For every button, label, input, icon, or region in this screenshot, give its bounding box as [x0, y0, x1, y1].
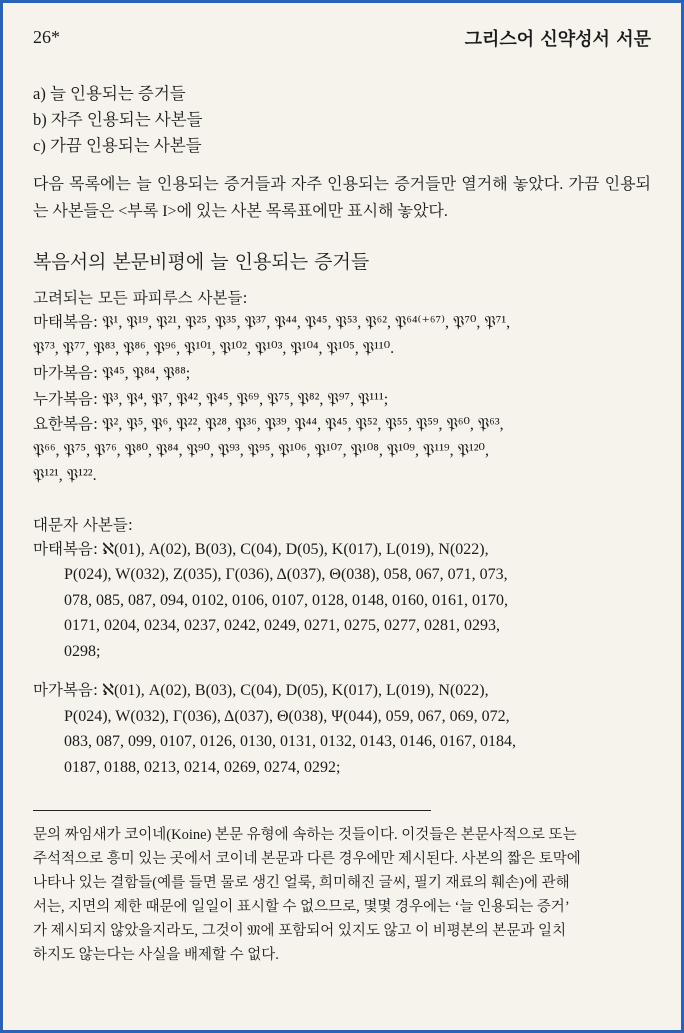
papyri-mark: [33, 361, 651, 387]
intro-list: [33, 81, 651, 159]
footnote-line: 가 제시되지 않았을지라도, 그것이 𝔐에 포함되어 있지도 않고 이 비평본의 본문과 일치: [33, 923, 567, 939]
intro-paragraph: 다음 목록에는 늘 인용되는 증거들과 자주 인용되는 증거들만 열거해 놓았다. 가끔 인용되는 사본들은 <부록 I>에 있는 사본 목록표에만 표시해 놓았다.: [33, 176, 651, 220]
list-item: a) 늘 인용되는 증거들: [33, 84, 186, 103]
footnote-line: 나타나 있는 결함들(예를 들면 물로 생긴 얼룩, 희미해진 글씨, 필기 재료의 훼손)에 관해: [33, 875, 570, 891]
book-label: 누가복음:: [33, 389, 99, 408]
uncials-mark: [33, 678, 651, 780]
page-header: [33, 25, 651, 55]
witness-line: P(024), W(032), Z(035), Γ(036), Δ(037), Θ(038), 058, 067, 071, 073,: [64, 566, 508, 583]
book-page: [33, 25, 651, 967]
footnote: [33, 823, 651, 967]
footnote-line: 서는, 지면의 제한 때문에 일일이 표시할 수 없으므로, 몇몇 경우에는 ‘늘 인용되는 증거’: [33, 899, 570, 915]
papyri-matthew: [33, 310, 651, 361]
witness-line: 𝔓⁶⁶, 𝔓⁷⁵, 𝔓⁷⁶, 𝔓⁸⁰, 𝔓⁸⁴, 𝔓⁹⁰, 𝔓⁹³, 𝔓⁹⁵, 𝔓¹⁰⁶, 𝔓¹⁰⁷, 𝔓¹⁰⁸, 𝔓¹⁰⁹, 𝔓¹¹⁹, 𝔓¹²⁰,: [33, 441, 489, 459]
witness-line: 𝔓², 𝔓⁵, 𝔓⁶, 𝔓²², 𝔓²⁸, 𝔓³⁶, 𝔓³⁹, 𝔓⁴⁴, 𝔓⁴⁵, 𝔓⁵², 𝔓⁵⁵, 𝔓⁵⁹, 𝔓⁶⁰, 𝔓⁶³,: [102, 416, 504, 433]
section-title: 복음서의 본문비평에 늘 인용되는 증거들: [33, 251, 370, 273]
witness-line: P(024), W(032), Γ(036), Δ(037), Θ(038), Ψ(044), 059, 067, 069, 072,: [64, 707, 510, 725]
witness-line: 078, 085, 087, 094, 0102, 0106, 0107, 0128, 0148, 0160, 0161, 0170,: [64, 591, 508, 609]
list-item: b) 자주 인용되는 사본들: [33, 110, 203, 129]
list-item: c) 가끔 인용되는 사본들: [33, 136, 202, 155]
witness-line: 𝔓⁴⁵, 𝔓⁸⁴, 𝔓⁸⁸;: [102, 365, 191, 382]
footnote-line: 하지도 않는다는 사실을 배제할 수 없다.: [33, 947, 279, 963]
footnote-rule: [33, 810, 431, 811]
papyri-john: [33, 412, 651, 489]
footnote-line: 주석적으로 흥미 있는 곳에서 코이네 본문과 다른 경우에만 제시된다. 사본의 짧은 토막에: [33, 851, 581, 867]
witness-line: ℵ(01), A(02), B(03), C(04), D(05), K(017), L(019), N(022),: [102, 540, 489, 558]
witness-line: 𝔓³, 𝔓⁴, 𝔓⁷, 𝔓⁴², 𝔓⁴⁵, 𝔓⁶⁹, 𝔓⁷⁵, 𝔓⁸², 𝔓⁹⁷, 𝔓¹¹¹;: [102, 390, 389, 408]
witness-line: 0298;: [64, 642, 101, 660]
book-label: 요한복음:: [33, 415, 99, 433]
footnote-line: 문의 짜임새가 코이네(Koine) 본문 유형에 속하는 것들이다. 이것들은 본문사적으로 또는: [33, 827, 577, 843]
papyri-subtitle: 고려되는 모든 파피루스 사본들:: [33, 289, 248, 307]
witness-line: 083, 087, 099, 0107, 0126, 0130, 0131, 0132, 0143, 0146, 0167, 0184,: [64, 733, 516, 750]
running-title: 그리스어 신약성서 서문: [464, 29, 651, 50]
witness-line: 𝔓¹, 𝔓¹⁹, 𝔓²¹, 𝔓²⁵, 𝔓³⁵, 𝔓³⁷, 𝔓⁴⁴, 𝔓⁴⁵, 𝔓⁵³, 𝔓⁶², 𝔓⁶⁴⁽⁺⁶⁷⁾, 𝔓⁷⁰, 𝔓⁷¹,: [102, 314, 511, 331]
book-label: 마태복음:: [33, 539, 99, 558]
uncials-matthew: [33, 537, 651, 665]
witness-line: 0187, 0188, 0213, 0214, 0269, 0274, 0292;: [64, 758, 341, 776]
witness-line: 𝔓¹²¹, 𝔓¹²².: [33, 467, 97, 484]
uncials-subtitle: 대문자 사본들:: [33, 515, 133, 534]
papyri-luke: [33, 387, 651, 413]
book-label: 마가복음:: [33, 364, 99, 382]
book-label: 마가복음:: [33, 681, 99, 699]
witness-line: 0171, 0204, 0234, 0237, 0242, 0249, 0271, 0275, 0277, 0281, 0293,: [64, 617, 500, 634]
witness-line: ℵ(01), A(02), B(03), C(04), D(05), K(017), L(019), N(022),: [102, 682, 489, 699]
witness-line: 𝔓⁷³, 𝔓⁷⁷, 𝔓⁸³, 𝔓⁸⁶, 𝔓⁹⁶, 𝔓¹⁰¹, 𝔓¹⁰², 𝔓¹⁰³, 𝔓¹⁰⁴, 𝔓¹⁰⁵, 𝔓¹¹⁰.: [33, 339, 395, 357]
book-label: 마태복음:: [33, 313, 99, 331]
page-number: 26*: [33, 27, 60, 47]
